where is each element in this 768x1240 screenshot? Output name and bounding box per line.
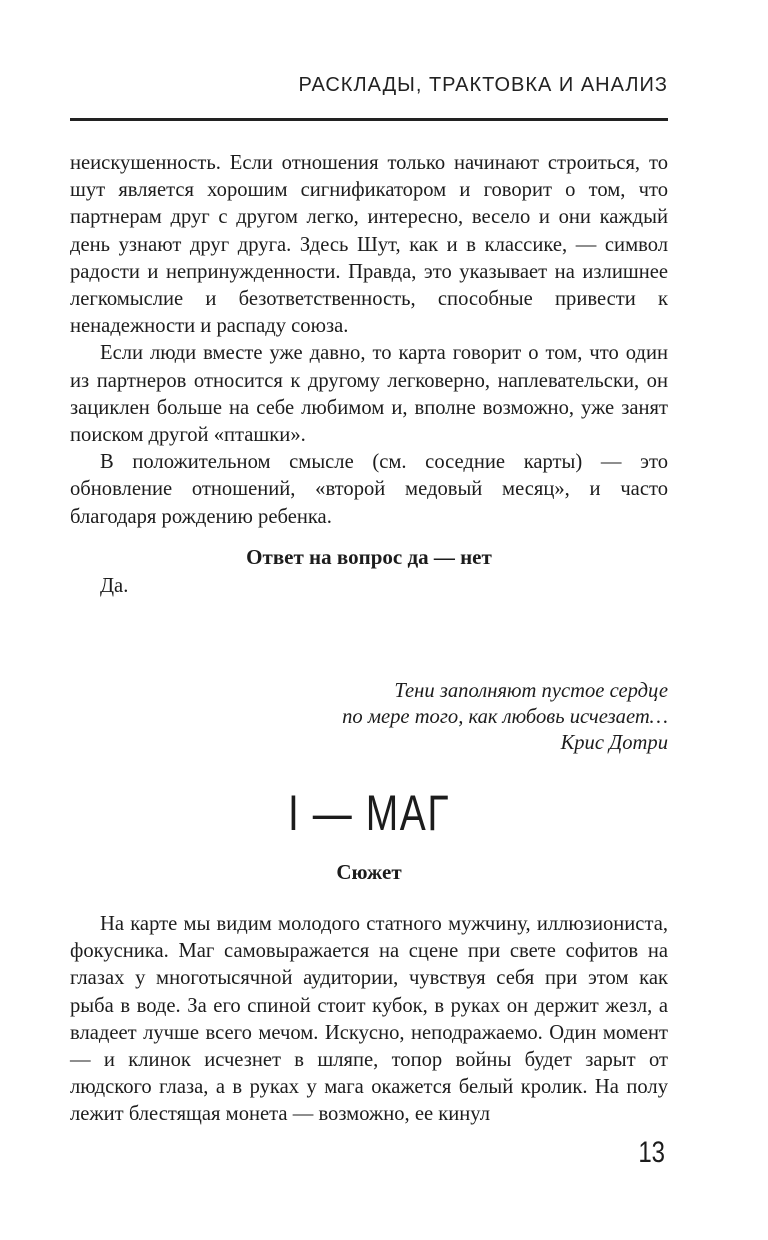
epigraph-line: по мере того, как любовь исчезает… bbox=[342, 706, 668, 728]
body-text-plot bbox=[70, 911, 668, 1129]
epigraph bbox=[208, 678, 668, 756]
chapter-title: I — МАГ bbox=[287, 785, 451, 841]
paragraph: На карте мы видим молодого статного мужчину, иллюзиониста, фокусника. Маг самовыражается на сцене при свете софитов на глазах у многотысячной аудитории, чувствуя себя при этом как рыба в воде. За его спиной стоит кубок, в руках он держит жезл, а владеет лучше всего мечом. Искусно, неподражаемо. Один момент — и клинок исчезнет в шляпе, топор войны будет зарыт от людского глаза, а в руках у мага окажется белый кролик. На полу лежит блестящая монета — возможно, ее кинул bbox=[70, 913, 668, 1126]
answer-text: Да. bbox=[100, 575, 129, 597]
section-heading-yes-no: Ответ на вопрос да — нет bbox=[246, 545, 492, 569]
paragraph: В положительном смысле (см. соседние карты) — это обновление отношений, «второй медовый месяц», и часто благодаря рождению ребенка. bbox=[70, 451, 668, 528]
header-rule bbox=[70, 118, 668, 121]
paragraph: неискушенность. Если отношения только начинают строиться, то шут является хорошим сигнификатором и говорит о том, что партнерам друг с другом легко, интересно, весело и они каждый день узнают друг друга. Здесь Шут, как и в классике, — символ радости и непринужденности. Правда, это указывает на излишнее легкомыслие и безответственность, способные привести к ненадежности и распаду союза. bbox=[70, 152, 668, 338]
running-head: РАСКЛАДЫ, ТРАКТОВКА И АНАЛИЗ bbox=[298, 74, 668, 96]
section-heading-plot: Сюжет bbox=[336, 860, 402, 884]
page-number: 13 bbox=[637, 1136, 665, 1169]
epigraph-author: Крис Дотри bbox=[560, 732, 668, 754]
paragraph: Если люди вместе уже давно, то карта говорит о том, что один из партнеров относится к другому легковерно, наплевательски, он зациклен больше на себе любимом и, вполне возможно, уже занят поиском другой «пташки». bbox=[70, 342, 668, 447]
body-text-top bbox=[70, 150, 668, 531]
epigraph-line: Тени заполняют пустое сердце bbox=[394, 680, 668, 702]
